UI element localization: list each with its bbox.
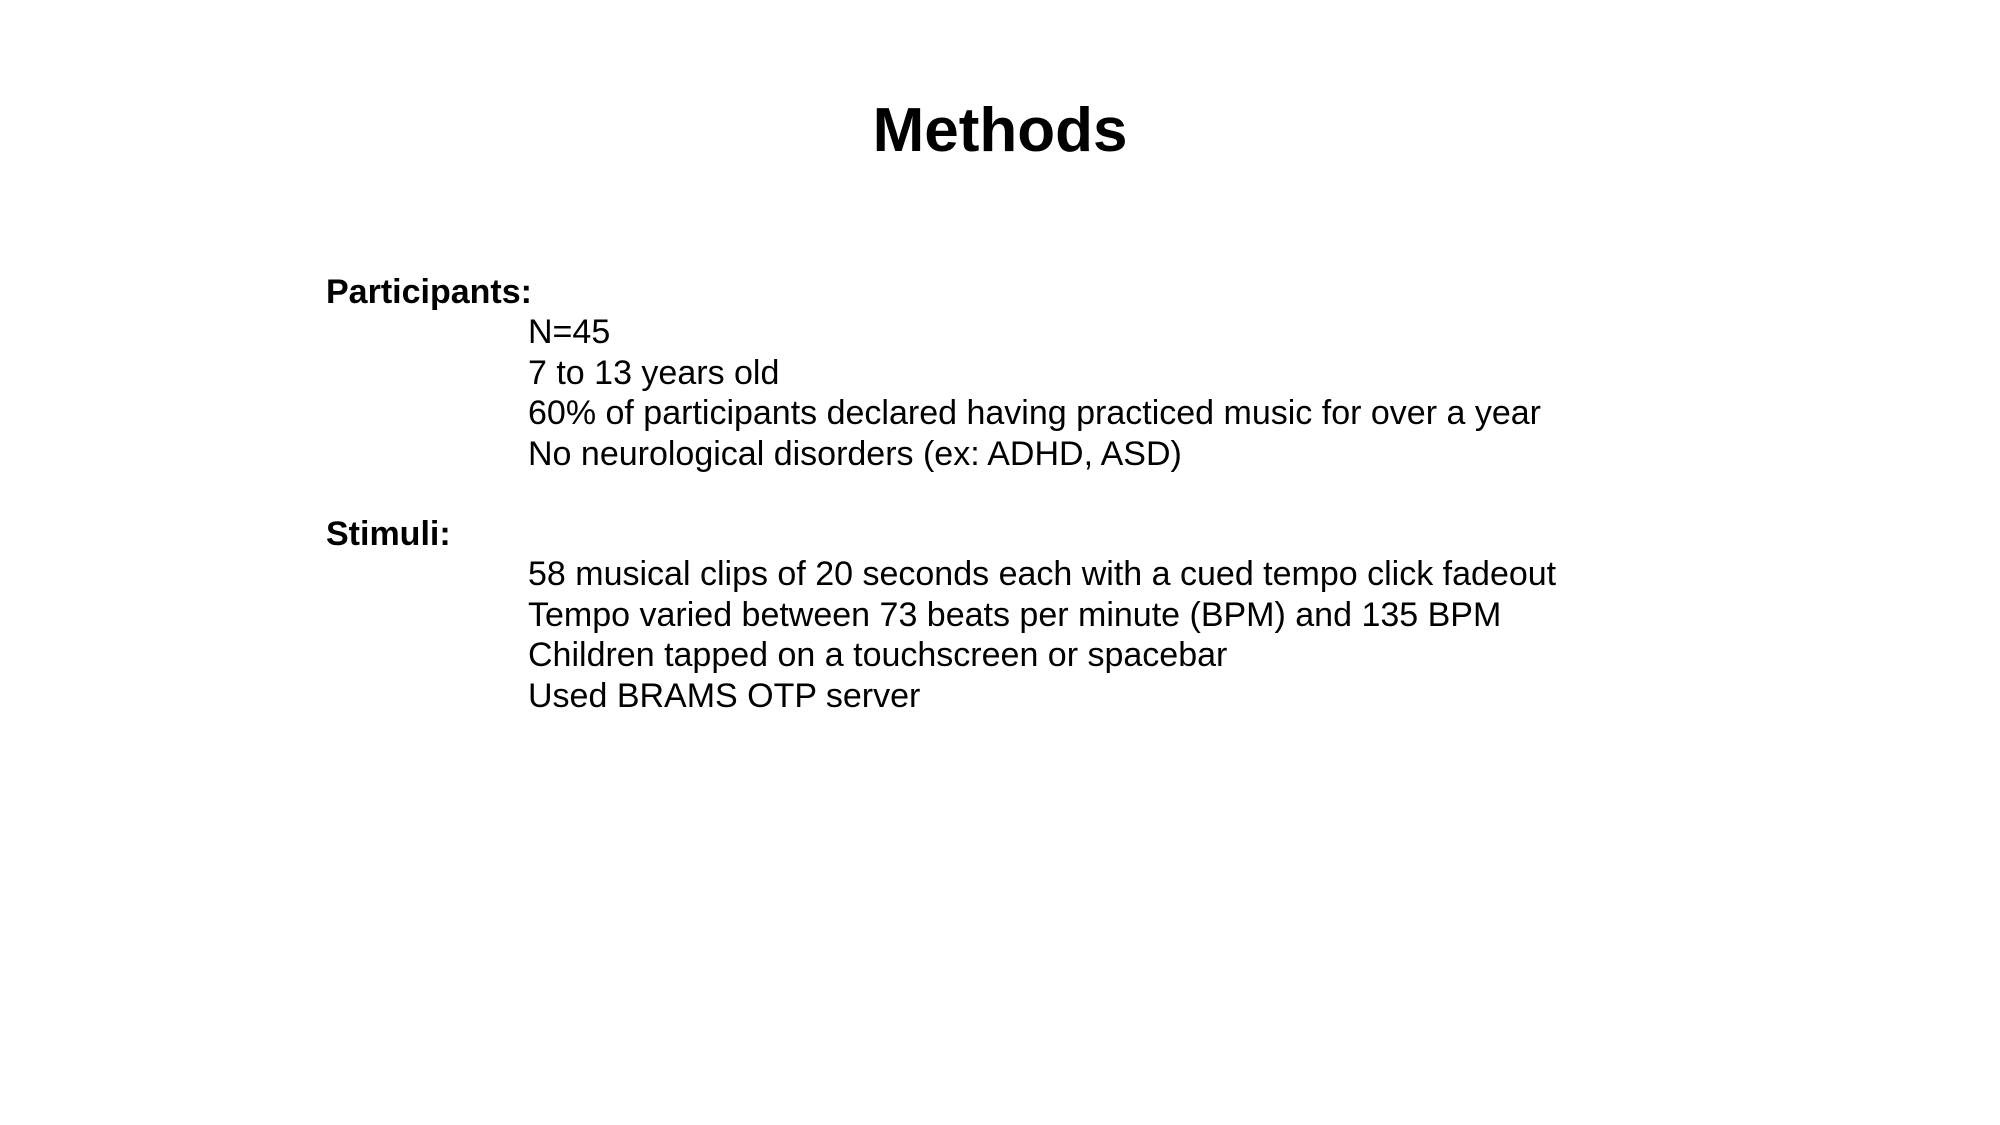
stimuli-item: 58 musical clips of 20 seconds each with a cued tempo click fadeout xyxy=(528,555,1557,593)
participants-section xyxy=(326,272,1726,474)
stimuli-heading: Stimuli: xyxy=(326,515,451,553)
participants-item: N=45 xyxy=(528,313,611,351)
stimuli-list xyxy=(326,554,1726,716)
stimuli-item: Children tapped on a touchscreen or spacebar xyxy=(528,636,1228,674)
participants-item: 60% of participants declared having practiced music for over a year xyxy=(528,394,1541,432)
stimuli-item: Used BRAMS OTP server xyxy=(528,676,921,715)
stimuli-section xyxy=(326,514,1726,716)
participants-list xyxy=(326,312,1726,474)
participants-item: 7 to 13 years old xyxy=(528,353,780,392)
participants-heading: Participants: xyxy=(326,273,532,311)
participants-item: No neurological disorders (ex: ADHD, ASD) xyxy=(528,434,1182,473)
slide-title: Methods xyxy=(872,96,1128,165)
stimuli-item: Tempo varied between 73 beats per minute (BPM) and 135 BPM xyxy=(528,595,1502,634)
